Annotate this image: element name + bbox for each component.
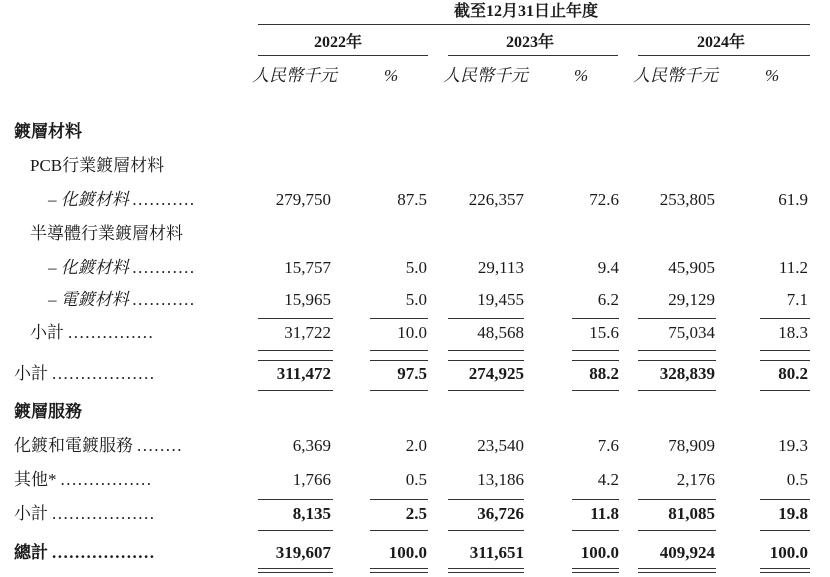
unit-header-2023: 人民幣千元 xyxy=(443,66,528,85)
table-cell: 36,726 xyxy=(477,504,524,523)
row-label: 小計 .................. xyxy=(14,504,156,523)
period-rule xyxy=(258,24,810,25)
pct-header-2024: % xyxy=(765,66,780,85)
table-cell: 18.3 xyxy=(778,323,808,342)
table-cell: 75,034 xyxy=(668,323,715,342)
table-cell: 253,805 xyxy=(659,190,715,209)
table-cell: 10.0 xyxy=(397,323,427,342)
row-label: 小計 .................. xyxy=(14,364,156,383)
rule-below-services-subtotal xyxy=(638,530,716,531)
table-cell: 328,839 xyxy=(659,364,715,383)
rule-above-subtotal xyxy=(760,360,810,361)
total-double-rule-bottom xyxy=(448,572,524,573)
table-cell: 9.4 xyxy=(597,258,619,277)
year-2022-rule xyxy=(258,55,428,56)
rule-above-services-subtotal xyxy=(370,499,428,500)
rule-below-services-subtotal xyxy=(572,530,619,531)
table-cell: 15,757 xyxy=(284,258,331,277)
table-cell: 1,766 xyxy=(292,470,331,489)
table-cell: 78,909 xyxy=(668,436,715,455)
row-label: – 化鍍材料 ........... xyxy=(48,258,196,277)
rule-above-services-subtotal xyxy=(448,499,524,500)
rule-above-services-subtotal xyxy=(572,499,619,500)
rule-below-subtotal xyxy=(760,390,810,391)
row-leader-dots: ................ xyxy=(60,470,153,489)
row-leader-dots: ............... xyxy=(68,323,155,342)
table-cell: 100.0 xyxy=(388,543,427,562)
row-label: PCB行業鍍層材料 xyxy=(30,156,165,175)
year-2022-header: 2022年 xyxy=(314,34,363,51)
year-2023-header: 2023年 xyxy=(506,34,555,51)
year-2024-header: 2024年 xyxy=(697,34,746,51)
table-cell: 6.2 xyxy=(597,290,619,309)
row-leader-dots: .................. xyxy=(52,364,156,383)
rule-below-inner-subtotal xyxy=(258,350,333,351)
table-cell: 311,472 xyxy=(276,364,331,383)
row-leader-dots: ........ xyxy=(137,436,183,455)
table-cell: 7.1 xyxy=(786,290,808,309)
rule-above-subtotal xyxy=(638,360,716,361)
row-label: 小計 ............... xyxy=(30,323,155,342)
table-cell: 274,925 xyxy=(468,364,524,383)
rule-below-subtotal xyxy=(370,390,428,391)
table-cell: 15.6 xyxy=(589,323,619,342)
rule-above-inner-subtotal xyxy=(448,318,524,319)
total-double-rule-bottom xyxy=(258,572,333,573)
row-leader-dots: ........... xyxy=(132,258,196,277)
total-double-rule-top xyxy=(572,568,619,569)
table-cell: 2,176 xyxy=(676,470,715,489)
table-cell: 100.0 xyxy=(769,543,808,562)
table-cell: 48,568 xyxy=(477,323,524,342)
rule-below-inner-subtotal xyxy=(572,350,619,351)
row-leader-dots: .................. xyxy=(52,504,156,523)
year-2024-rule xyxy=(638,55,810,56)
total-double-rule-bottom xyxy=(760,572,810,573)
rule-below-services-subtotal xyxy=(258,530,333,531)
rule-above-inner-subtotal xyxy=(258,318,333,319)
total-double-rule-top xyxy=(370,568,428,569)
unit-header-2024: 人民幣千元 xyxy=(633,66,718,85)
rule-above-inner-subtotal xyxy=(760,318,810,319)
table-cell: 7.6 xyxy=(597,436,619,455)
table-cell: 23,540 xyxy=(477,436,524,455)
rule-below-services-subtotal xyxy=(760,530,810,531)
row-label: 化鍍和電鍍服務 ........ xyxy=(14,436,183,455)
table-cell: 2.5 xyxy=(405,504,427,523)
rule-below-subtotal xyxy=(638,390,716,391)
table-cell: 61.9 xyxy=(778,190,808,209)
table-cell: 11.8 xyxy=(590,504,619,523)
unit-header-2022: 人民幣千元 xyxy=(252,66,337,85)
rule-below-subtotal xyxy=(572,390,619,391)
table-cell: 11.2 xyxy=(778,258,808,277)
rule-below-inner-subtotal xyxy=(760,350,810,351)
table-cell: 279,750 xyxy=(275,190,331,209)
table-cell: 45,905 xyxy=(668,258,715,277)
table-cell: 19,455 xyxy=(477,290,524,309)
table-cell: 80.2 xyxy=(778,364,808,383)
rule-below-subtotal xyxy=(258,390,333,391)
total-double-rule-top xyxy=(258,568,333,569)
table-cell: 5.0 xyxy=(405,290,427,309)
table-cell: 5.0 xyxy=(405,258,427,277)
table-cell: 319,607 xyxy=(275,543,331,562)
table-cell: 100.0 xyxy=(580,543,619,562)
row-label: 鍍層材料 xyxy=(14,122,82,141)
rule-above-subtotal xyxy=(258,360,333,361)
rule-below-subtotal xyxy=(448,390,524,391)
row-label: 總計 .................. xyxy=(14,543,156,562)
table-cell: 409,924 xyxy=(659,543,715,562)
table-cell: 15,965 xyxy=(284,290,331,309)
row-leader-dots: .................. xyxy=(52,543,156,562)
row-label: 其他* ................ xyxy=(14,470,153,489)
rule-above-services-subtotal xyxy=(258,499,333,500)
rule-below-inner-subtotal xyxy=(638,350,716,351)
table-cell: 81,085 xyxy=(668,504,715,523)
period-header: 截至12月31日止年度 xyxy=(454,3,599,20)
rule-below-inner-subtotal xyxy=(370,350,428,351)
rule-below-services-subtotal xyxy=(370,530,428,531)
table-cell: 0.5 xyxy=(405,470,427,489)
table-cell: 19.8 xyxy=(778,504,808,523)
row-leader-dots: ........... xyxy=(132,190,196,209)
table-cell: 0.5 xyxy=(786,470,808,489)
table-cell: 311,651 xyxy=(469,543,524,562)
rule-above-subtotal xyxy=(448,360,524,361)
rule-above-subtotal xyxy=(370,360,428,361)
total-double-rule-bottom xyxy=(638,572,716,573)
row-label: 鍍層服務 xyxy=(14,402,82,421)
total-double-rule-bottom xyxy=(572,572,619,573)
table-cell: 88.2 xyxy=(589,364,619,383)
table-cell: 19.3 xyxy=(778,436,808,455)
rule-below-inner-subtotal xyxy=(448,350,524,351)
table-cell: 2.0 xyxy=(405,436,427,455)
table-cell: 72.6 xyxy=(589,190,619,209)
table-cell: 226,357 xyxy=(468,190,524,209)
pct-header-2022: % xyxy=(384,66,399,85)
table-cell: 8,135 xyxy=(292,504,331,523)
total-double-rule-bottom xyxy=(370,572,428,573)
rule-above-subtotal xyxy=(572,360,619,361)
table-cell: 87.5 xyxy=(397,190,427,209)
row-leader-dots: ........... xyxy=(132,290,196,309)
table-cell: 97.5 xyxy=(397,364,427,383)
rule-below-services-subtotal xyxy=(448,530,524,531)
table-cell: 29,129 xyxy=(668,290,715,309)
table-cell: 29,113 xyxy=(477,258,524,277)
rule-above-services-subtotal xyxy=(638,499,716,500)
rule-above-inner-subtotal xyxy=(370,318,428,319)
table-cell: 31,722 xyxy=(284,323,331,342)
total-double-rule-top xyxy=(638,568,716,569)
rule-above-services-subtotal xyxy=(760,499,810,500)
row-label: – 電鍍材料 ........... xyxy=(48,290,196,309)
year-2023-rule xyxy=(448,55,618,56)
total-double-rule-top xyxy=(448,568,524,569)
table-cell: 13,186 xyxy=(477,470,524,489)
pct-header-2023: % xyxy=(574,66,589,85)
table-cell: 6,369 xyxy=(292,436,331,455)
rule-above-inner-subtotal xyxy=(572,318,619,319)
total-double-rule-top xyxy=(760,568,810,569)
table-cell: 4.2 xyxy=(597,470,619,489)
row-label: 半導體行業鍍層材料 xyxy=(30,224,183,243)
row-label: – 化鍍材料 ........... xyxy=(48,190,196,209)
rule-above-inner-subtotal xyxy=(638,318,716,319)
